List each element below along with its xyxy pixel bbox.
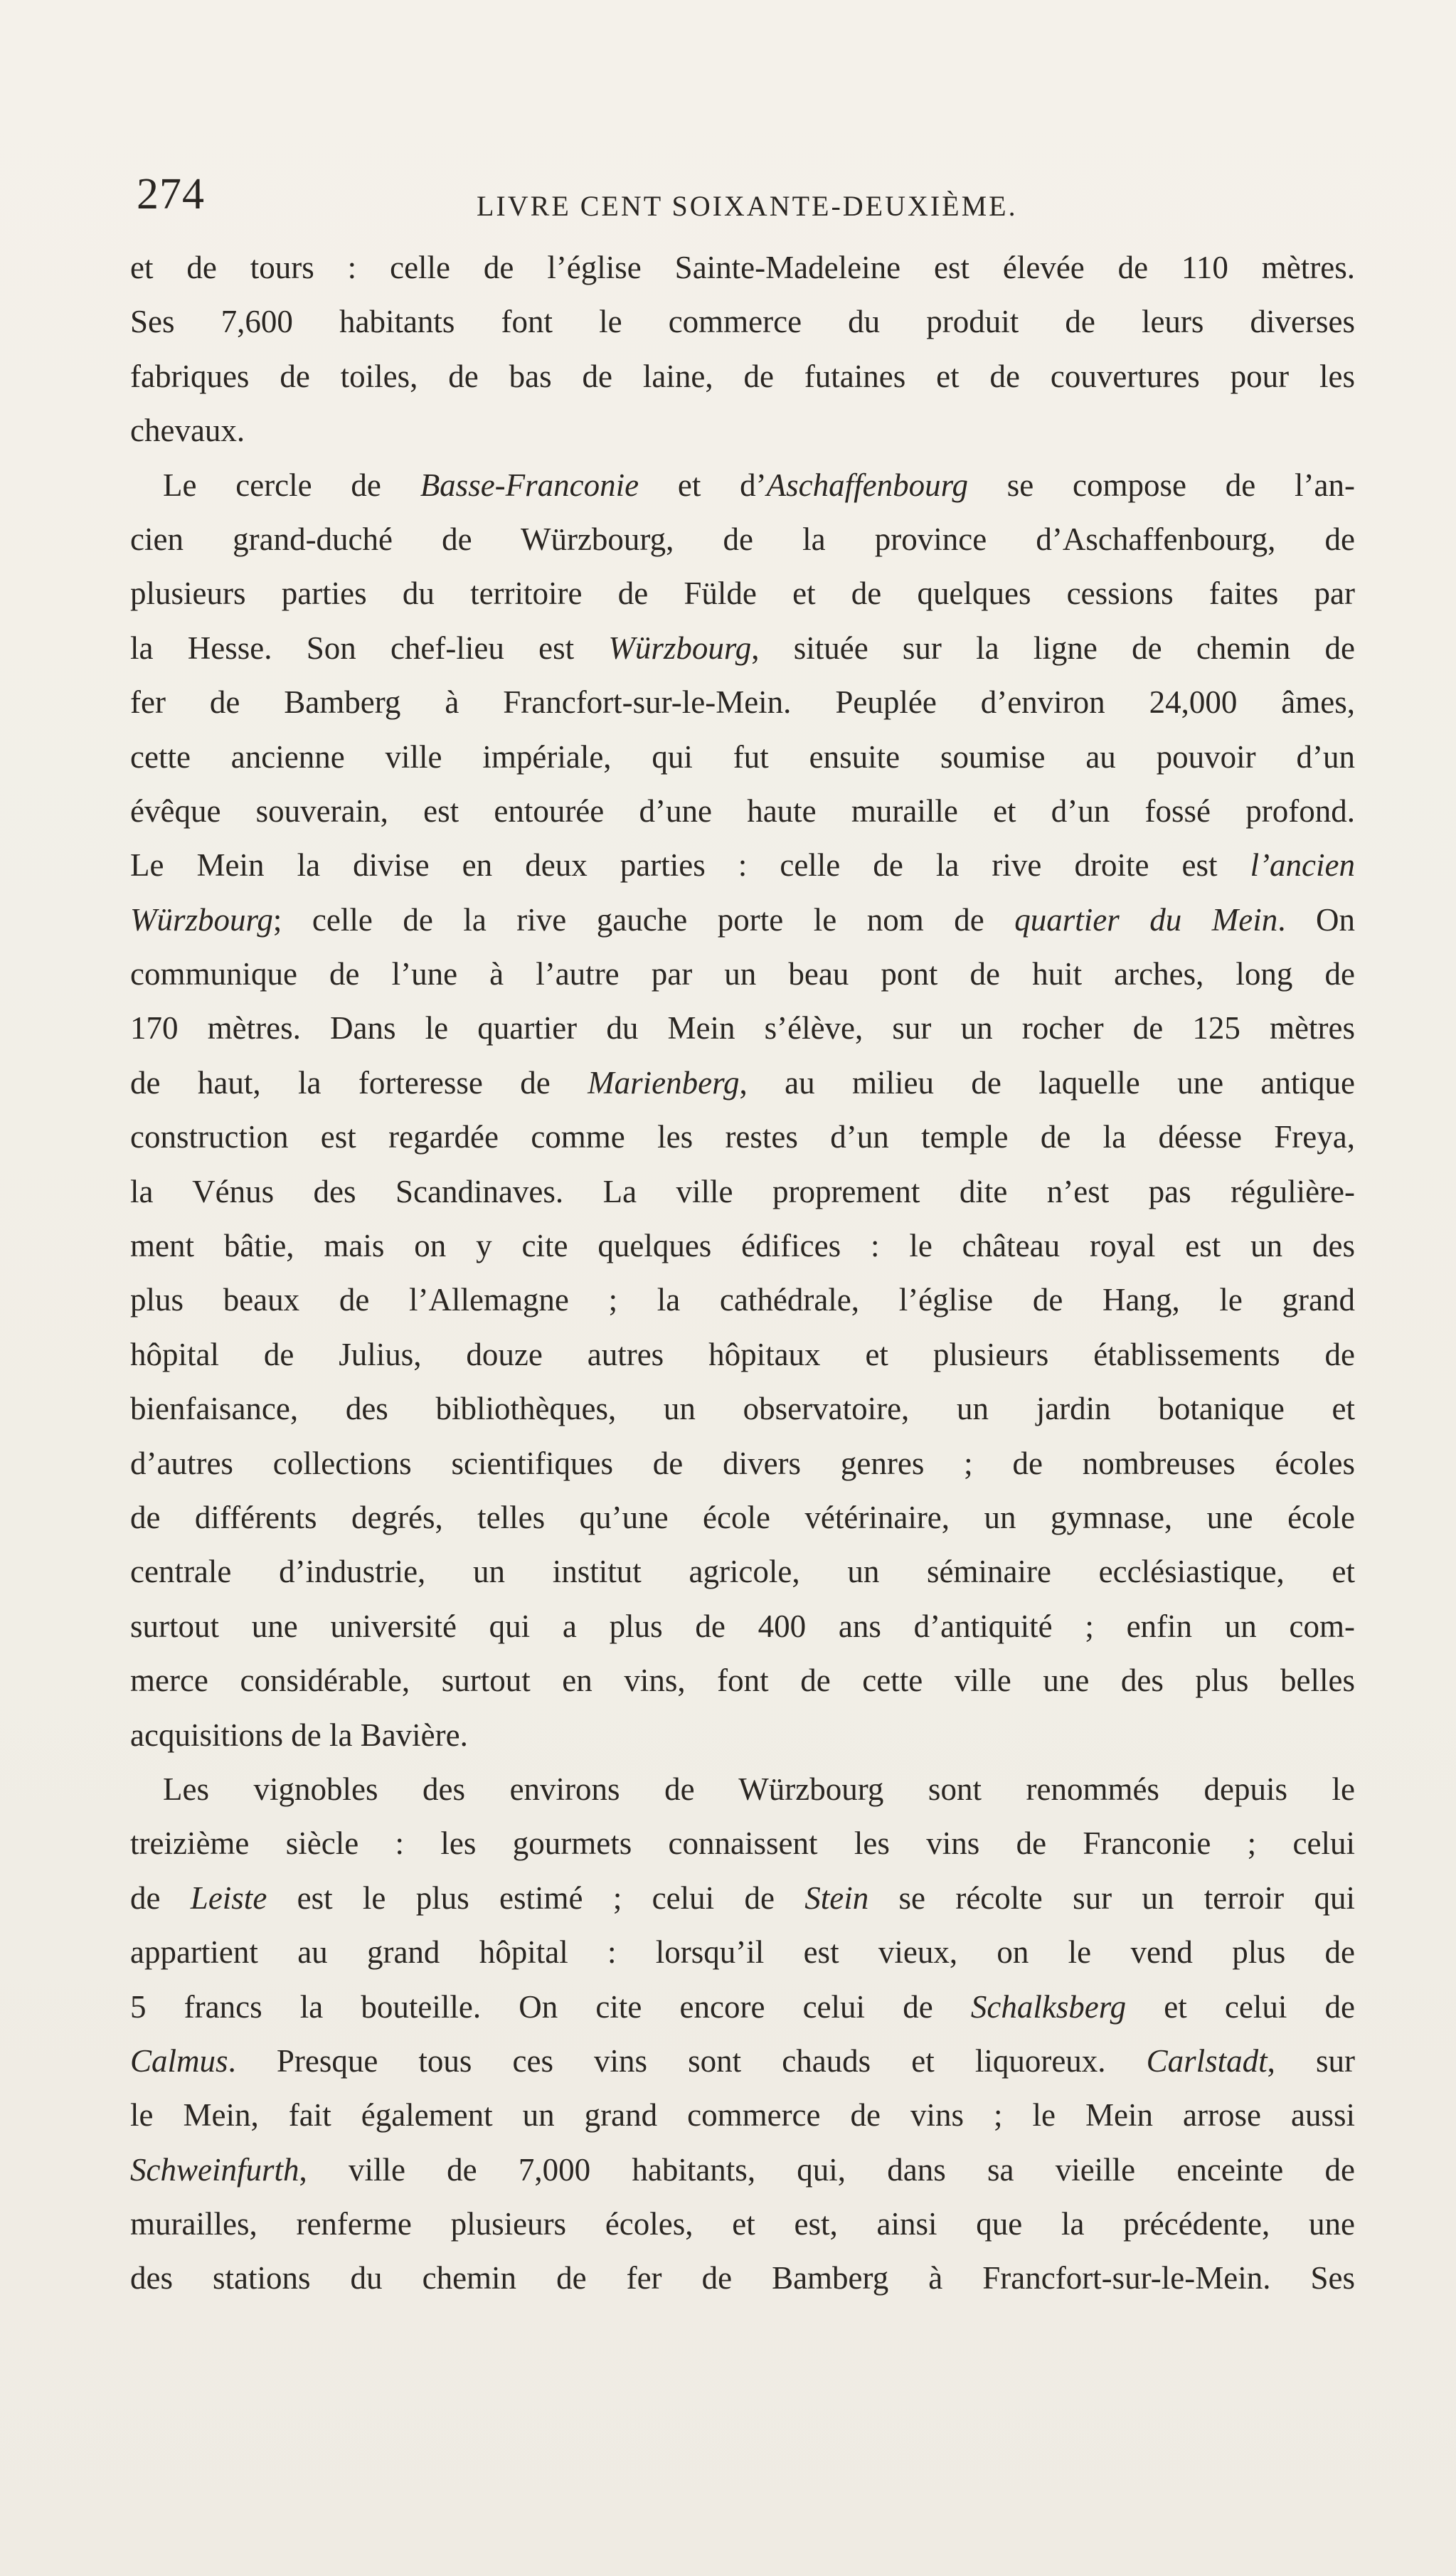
text-line — [130, 403, 1355, 457]
text-segment: ment bâtie, mais on y cite quelques édifices : le château royal est un des — [130, 1228, 1355, 1264]
text-line — [130, 621, 1355, 675]
text-segment: la Vénus des Scandinaves. La ville proprement dite n’est pas régulière- — [130, 1173, 1355, 1209]
text-segment: évêque souverain, est entourée d’une haute muraille et d’un fossé profond. — [130, 793, 1355, 829]
text-segment: hôpital de Julius, douze autres hôpitaux et plusieurs établissements de — [130, 1336, 1355, 1372]
text-line — [130, 2251, 1355, 2305]
text-line — [130, 458, 1355, 512]
text-line — [130, 1544, 1355, 1599]
text-segment: merce considérable, surtout en vins, font de cette ville une des plus belles — [130, 1663, 1355, 1699]
text-segment: chevaux. — [130, 413, 245, 449]
text-segment: plusieurs parties du territoire de Fülde et de quelques cessions faites par — [130, 576, 1355, 612]
text-segment: et de tours : celle de l’église Sainte-Madeleine est élevée de 110 mètres. — [130, 250, 1355, 285]
text-line — [130, 2034, 1355, 2088]
italic-text: Schalksberg — [970, 1988, 1127, 2025]
italic-text: Würzbourg — [130, 901, 273, 938]
text-line — [130, 1327, 1355, 1382]
text-segment: de différents degrés, telles qu’une école vétérinaire, un gymnase, une école — [130, 1499, 1355, 1535]
italic-text: Stein — [804, 1880, 869, 1916]
text-segment: acquisitions de la Bavière. — [130, 1717, 468, 1753]
text-line — [130, 947, 1355, 1001]
text-segment: plus beaux de l’Allemagne ; la cathédrale, l’église de Hang, le grand — [130, 1282, 1355, 1318]
text-segment: construction est regardée comme les restes d’un temple de la déesse Freya, — [130, 1119, 1355, 1155]
text-segment: fabriques de toiles, de bas de laine, de futaines et de couvertures pour les — [130, 358, 1355, 394]
text-line — [130, 1490, 1355, 1544]
text-segment: la Hesse. Son chef-lieu est — [130, 630, 609, 666]
text-line — [130, 1708, 1355, 1762]
text-segment: surtout une université qui a plus de 400 ans d’antiquité ; enfin un com- — [130, 1608, 1355, 1644]
text-segment: cien grand-duché de Würzbourg, de la province d’Aschaffenbourg, de — [130, 521, 1355, 557]
text-segment: se compose de l’an- — [967, 467, 1355, 503]
italic-text: Aschaffenbourg — [766, 467, 968, 503]
text-line — [130, 1762, 1355, 1816]
italic-text: Würzbourg — [608, 630, 752, 666]
text-segment: , au milieu de laquelle une antique — [739, 1064, 1355, 1101]
text-line — [130, 1980, 1355, 2034]
italic-text: Carlstadt — [1146, 2042, 1268, 2079]
text-line — [130, 1165, 1355, 1219]
text-segment: . Presque tous ces vins sont chauds et liquoreux. — [228, 2042, 1147, 2079]
text-line — [130, 1219, 1355, 1273]
text-segment: communique de l’une à l’autre par un beau pont de huit arches, long de — [130, 956, 1355, 992]
text-line — [130, 1001, 1355, 1055]
text-segment: fer de Bamberg à Francfort-sur-le-Mein. Peuplée d’environ 24,000 âmes, — [130, 684, 1355, 721]
text-segment: est le plus estimé ; celui de — [267, 1880, 805, 1916]
text-segment: murailles, renferme plusieurs écoles, et est, ainsi que la précédente, une — [130, 2206, 1355, 2242]
text-line — [130, 675, 1355, 729]
italic-text: Schweinfurth — [130, 2151, 299, 2188]
text-line — [130, 1056, 1355, 1110]
page-number: 274 — [137, 170, 205, 218]
text-line — [130, 1599, 1355, 1653]
text-line — [130, 240, 1355, 295]
text-line — [130, 1110, 1355, 1164]
italic-text: Marienberg — [588, 1064, 740, 1101]
italic-text: quartier du Mein — [1014, 901, 1278, 938]
text-line — [130, 1273, 1355, 1327]
text-segment: , sur — [1267, 2042, 1355, 2079]
text-line — [130, 838, 1355, 892]
text-line — [130, 512, 1355, 566]
text-segment: le Mein, fait également un grand commerce de vins ; le Mein arrose aussi — [130, 2097, 1355, 2134]
running-title: LIVRE CENT SOIXANTE-DEUXIÈME. — [477, 190, 1018, 222]
body-text — [130, 240, 1355, 2306]
text-segment: de — [130, 1880, 191, 1916]
text-line — [130, 1816, 1355, 1870]
text-line — [130, 784, 1355, 838]
text-segment: 5 francs la bouteille. On cite encore celui de — [130, 1988, 971, 2025]
text-segment: Les vignobles des environs de Würzbourg sont renommés depuis le — [163, 1771, 1355, 1807]
text-segment: , ville de 7,000 habitants, qui, dans sa vieille enceinte de — [299, 2151, 1355, 2188]
italic-text: Calmus — [130, 2042, 228, 2079]
text-line — [130, 566, 1355, 620]
text-segment: Ses 7,600 habitants font le commerce du produit de leurs diverses — [130, 304, 1355, 340]
text-segment: des stations du chemin de fer de Bamberg à Francfort-sur-le-Mein. Ses — [130, 2260, 1355, 2296]
text-segment: centrale d’industrie, un institut agricole, un séminaire ecclésiastique, et — [130, 1554, 1355, 1590]
text-line — [130, 2143, 1355, 2197]
italic-text: l’ancien — [1250, 847, 1355, 884]
text-line — [130, 730, 1355, 784]
text-line — [130, 349, 1355, 403]
text-segment: et celui de — [1126, 1988, 1356, 2025]
text-segment: se récolte sur un terroir qui — [868, 1880, 1355, 1916]
text-line — [130, 893, 1355, 947]
text-segment: Le cercle de — [163, 467, 420, 503]
text-segment: , située sur la ligne de chemin de — [751, 630, 1355, 666]
text-line — [130, 2197, 1355, 2251]
text-line — [130, 1925, 1355, 1979]
text-line — [130, 295, 1355, 349]
text-segment: appartient au grand hôpital : lorsqu’il est vieux, on le vend plus de — [130, 1934, 1355, 1971]
text-segment: et d’ — [639, 467, 767, 503]
text-segment: ; celle de la rive gauche porte le nom de — [272, 901, 1015, 938]
italic-text: Leiste — [190, 1880, 267, 1916]
text-segment: de haut, la forteresse de — [130, 1064, 588, 1101]
italic-text: Basse-Franconie — [420, 467, 639, 503]
text-line — [130, 1653, 1355, 1707]
text-segment: treizième siècle : les gourmets connaissent les vins de Franconie ; celui — [130, 1825, 1355, 1862]
text-line — [130, 1871, 1355, 1925]
text-segment: d’autres collections scientifiques de divers genres ; de nombreuses écoles — [130, 1445, 1355, 1481]
page-header — [128, 165, 1373, 222]
text-segment: 170 mètres. Dans le quartier du Mein s’élève, sur un rocher de 125 mètres — [130, 1010, 1355, 1046]
text-segment: Le Mein la divise en deux parties : celle de la rive droite est — [130, 847, 1250, 884]
text-segment: cette ancienne ville impériale, qui fut ensuite soumise au pouvoir d’un — [130, 738, 1355, 775]
text-segment: bienfaisance, des bibliothèques, un observatoire, un jardin botanique et — [130, 1391, 1355, 1427]
text-line — [130, 1382, 1355, 1436]
text-line — [130, 2088, 1355, 2142]
text-line — [130, 1436, 1355, 1490]
text-segment: . On — [1277, 901, 1356, 938]
